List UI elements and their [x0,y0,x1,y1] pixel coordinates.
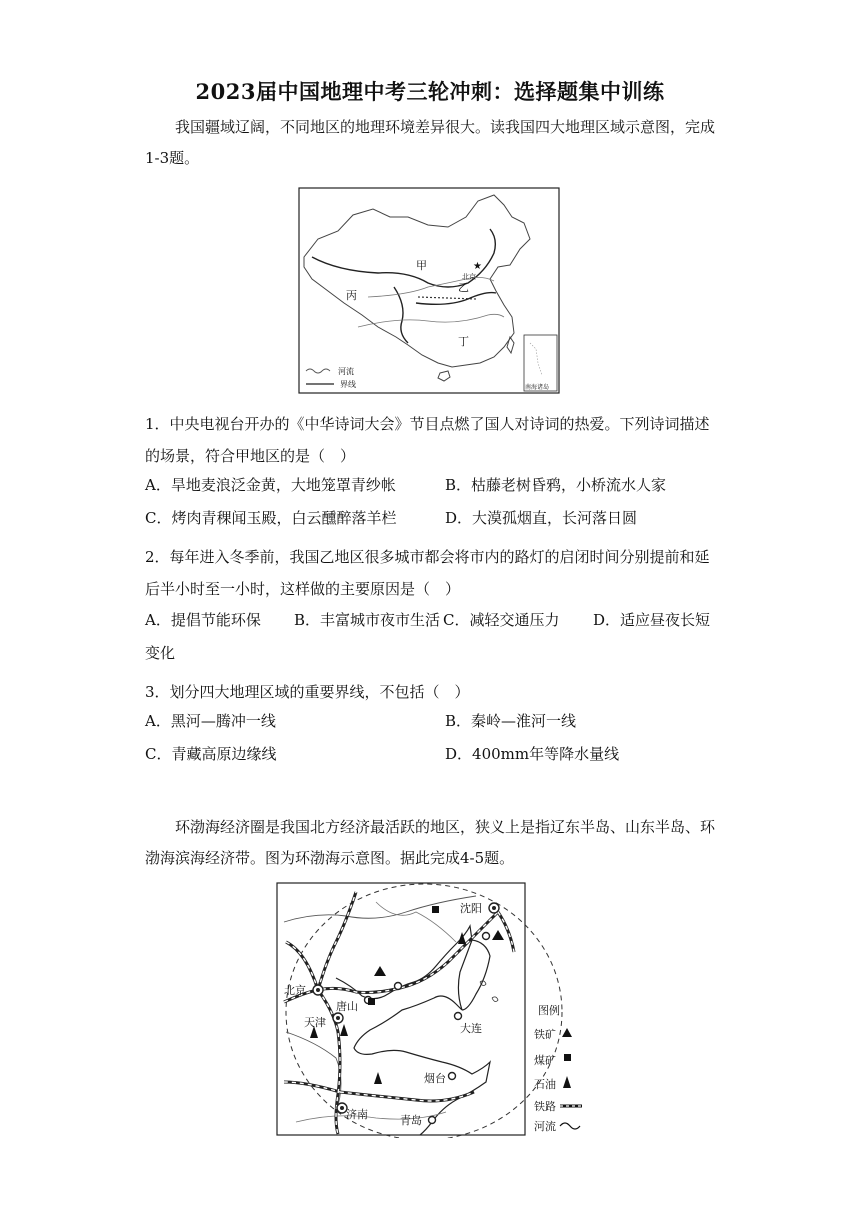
page-title: 2023届中国地理中考三轮冲刺：选择题集中训练 [195,79,665,104]
question-1-options-cd [145,507,720,539]
q3-option-b[interactable]: B．秦岭—淮河一线 [445,712,577,730]
inset-label: 南海诸岛 [525,384,550,391]
anshan-marker [483,933,490,940]
q1-option-d[interactable]: D．大漠孤烟直，长河落日圆 [445,509,638,527]
city-label-shenyang: 沈阳 [460,902,482,915]
legend-coal-label: 煤矿 [534,1054,556,1067]
question-2-option-d-continued [145,642,720,674]
legend-oil-icon [563,1076,571,1088]
china-regions-map [298,187,560,394]
legend-railway-label: 铁路 [534,1100,556,1113]
city-label-dalian: 大连 [460,1022,482,1035]
q2-option-d[interactable]: D．适应昼夜长短 [593,611,711,629]
city-label-beijing: 北京 [284,984,306,997]
question-1-stem: 1．中央电视台开办的《中华诗词大会》节目点燃了国人对诗词的热爱。下列诗词描述的场景，符合甲地区的是（ ） [145,415,710,465]
legend-coal-icon [564,1054,571,1061]
intro-paragraph-2: 环渤海经济圈是我国北方经济最活跃的地区，狭义上是指辽东半岛、山东半岛、环渤海滨海经济带。图为环渤海示意图。据此完成4-5题。 [145,818,716,867]
coal-mine-icon-2 [432,906,439,913]
intro-paragraph-1: 我国疆域辽阔，不同地区的地理环境差异很大。读我国四大地理区域示意图，完成1-3题。 [145,118,716,167]
question-1-options-ab [145,474,720,506]
city-label-beijing: 北京 [462,273,476,281]
yantai-marker [449,1073,456,1080]
question-3-options-cd [145,743,720,775]
city-label-yantai: 烟台 [424,1072,446,1085]
region-label-jia: 甲 [416,259,427,272]
region-label-yi: 乙 [458,281,469,294]
legend-title: 图例 [538,1004,560,1017]
city-label-qingdao: 青岛 [400,1114,422,1127]
city-label-tangshan: 唐山 [336,1000,358,1013]
city-label-jinan: 济南 [346,1108,368,1121]
legend-river-label: 河流 [534,1120,556,1133]
q1-option-a[interactable]: A．旱地麦浪泛金黄，大地笼罩青纱帐 [145,476,396,494]
region-label-bing: 丙 [346,289,357,302]
beijing-star-icon: ★ [473,261,482,272]
city-label-tianjin: 天津 [304,1016,326,1029]
bohai-rim-map [276,882,590,1138]
q1-option-c[interactable]: C．烤肉青稞闻玉殿，白云醺醉落羊栏 [145,509,397,527]
legend-river-icon [560,1123,580,1129]
qingdao-marker [429,1117,436,1124]
legend-oil-label: 石油 [534,1078,556,1091]
q2-option-d-cont: 变化 [145,644,176,662]
dalian-marker [455,1013,462,1020]
q3-option-c[interactable]: C．青藏高原边缘线 [145,745,277,763]
q2-option-b[interactable]: B．丰富城市夜市生活 [294,611,441,629]
legend-river-label: 河流 [338,367,354,376]
q1-option-b[interactable]: B．枯藤老树昏鸦，小桥流水人家 [445,476,667,494]
q3-option-a[interactable]: A．黑河—腾冲一线 [145,712,276,730]
qinhuangdao-marker [395,983,402,990]
coal-mine-icon [368,998,375,1005]
question-3-stem: 3．划分四大地理区域的重要界线，不包括（ ） [145,683,470,701]
question-3-options-ab [145,710,720,742]
legend-iron-icon [562,1028,572,1037]
region-label-ding: 丁 [458,335,469,348]
legend-iron-label: 铁矿 [534,1028,556,1041]
q3-option-d[interactable]: D．400mm年等降水量线 [445,745,620,763]
question-2-stem: 2．每年进入冬季前，我国乙地区很多城市都会将市内的路灯的启闭时间分别提前和延后半小时至一小时，这样做的主要原因是（ ） [145,548,710,598]
q2-option-c[interactable]: C．减轻交通压力 [443,611,560,629]
legend-boundary-label: 界线 [340,380,356,389]
q2-option-a[interactable]: A．提倡节能环保 [145,611,261,629]
question-2-options [145,609,720,641]
